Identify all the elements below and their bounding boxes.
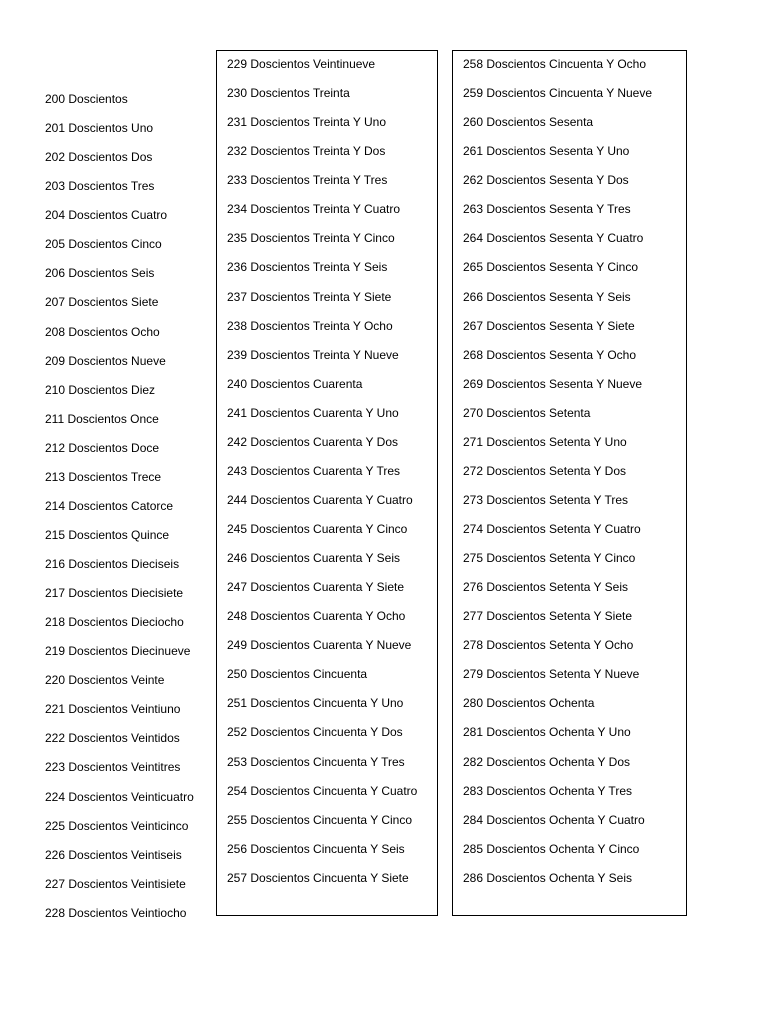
number-word-entry: 284 Doscientos Ochenta Y Cuatro xyxy=(463,812,645,827)
number-word-entry: 223 Doscientos Veintitres xyxy=(45,760,181,775)
number-word-entry: 277 Doscientos Setenta Y Siete xyxy=(463,609,633,624)
number-word-entry: 237 Doscientos Treinta Y Siete xyxy=(227,289,392,304)
number-word-entry: 239 Doscientos Treinta Y Nueve xyxy=(227,347,399,362)
number-word-entry: 270 Doscientos Setenta xyxy=(463,405,591,420)
bordered-box-column-2 xyxy=(216,50,438,916)
number-list-column-2 xyxy=(227,50,417,893)
number-word-entry: 225 Doscientos Veinticinco xyxy=(45,818,189,833)
number-word-entry: 240 Doscientos Cuarenta xyxy=(227,376,363,391)
number-word-entry: 220 Doscientos Veinte xyxy=(45,673,165,688)
number-word-entry: 281 Doscientos Ochenta Y Uno xyxy=(463,725,631,740)
number-word-entry: 282 Doscientos Ochenta Y Dos xyxy=(463,754,630,769)
number-word-entry: 256 Doscientos Cincuenta Y Seis xyxy=(227,841,405,856)
number-word-entry: 272 Doscientos Setenta Y Dos xyxy=(463,463,626,478)
number-word-entry: 266 Doscientos Sesenta Y Seis xyxy=(463,289,631,304)
number-word-entry: 226 Doscientos Veintiseis xyxy=(45,847,182,862)
number-word-entry: 216 Doscientos Dieciseis xyxy=(45,557,180,571)
number-word-entry: 204 Doscientos Cuatro xyxy=(45,208,168,223)
number-word-entry: 251 Doscientos Cincuenta Y Uno xyxy=(227,696,404,711)
number-word-entry: 201 Doscientos Uno xyxy=(45,121,154,136)
number-word-entry: 268 Doscientos Sesenta Y Ocho xyxy=(463,347,637,362)
number-word-entry: 243 Doscientos Cuarenta Y Tres xyxy=(227,463,400,478)
number-word-entry: 205 Doscientos Cinco xyxy=(45,237,162,252)
number-word-entry: 269 Doscientos Sesenta Y Nueve xyxy=(463,376,643,391)
number-word-entry: 200 Doscientos xyxy=(45,92,128,106)
number-word-entry: 249 Doscientos Cuarenta Y Nueve xyxy=(227,638,412,653)
number-word-entry: 219 Doscientos Diecinueve xyxy=(45,644,191,659)
number-word-entry: 203 Doscientos Tres xyxy=(45,179,155,194)
number-word-entry: 274 Doscientos Setenta Y Cuatro xyxy=(463,522,641,536)
number-word-entry: 207 Doscientos Siete xyxy=(45,295,159,310)
number-word-entry: 232 Doscientos Treinta Y Dos xyxy=(227,144,386,159)
number-word-entry: 242 Doscientos Cuarenta Y Dos xyxy=(227,434,398,449)
number-word-entry: 248 Doscientos Cuarenta Y Ocho xyxy=(227,609,406,624)
number-word-entry: 215 Doscientos Quince xyxy=(45,527,170,542)
number-word-entry: 258 Doscientos Cincuenta Y Ocho xyxy=(463,57,647,71)
number-word-entry: 280 Doscientos Ochenta xyxy=(463,696,595,711)
number-word-entry: 263 Doscientos Sesenta Y Tres xyxy=(463,202,631,217)
number-word-entry: 209 Doscientos Nueve xyxy=(45,353,166,368)
number-word-entry: 230 Doscientos Treinta xyxy=(227,86,350,101)
number-word-entry: 234 Doscientos Treinta Y Cuatro xyxy=(227,202,400,217)
number-word-entry: 222 Doscientos Veintidos xyxy=(45,731,180,746)
number-word-entry: 246 Doscientos Cuarenta Y Seis xyxy=(227,551,400,566)
number-word-entry: 286 Doscientos Ochenta Y Seis xyxy=(463,870,632,885)
number-word-entry: 227 Doscientos Veintisiete xyxy=(45,876,186,891)
number-word-entry: 265 Doscientos Sesenta Y Cinco xyxy=(463,260,639,275)
number-word-entry: 244 Doscientos Cuarenta Y Cuatro xyxy=(227,492,413,507)
number-word-entry: 206 Doscientos Seis xyxy=(45,266,155,281)
number-list-column-1 xyxy=(45,85,213,928)
number-word-entry: 262 Doscientos Sesenta Y Dos xyxy=(463,173,629,188)
number-word-entry: 236 Doscientos Treinta Y Seis xyxy=(227,260,388,275)
number-word-entry: 213 Doscientos Trece xyxy=(45,469,162,484)
number-word-entry: 202 Doscientos Dos xyxy=(45,150,153,165)
number-word-entry: 279 Doscientos Setenta Y Nueve xyxy=(463,667,640,682)
number-word-entry: 212 Doscientos Doce xyxy=(45,440,160,455)
number-word-entry: 255 Doscientos Cincuenta Y Cinco xyxy=(227,812,413,827)
number-word-entry: 271 Doscientos Setenta Y Uno xyxy=(463,434,627,449)
number-word-entry: 235 Doscientos Treinta Y Cinco xyxy=(227,231,395,246)
number-word-entry: 245 Doscientos Cuarenta Y Cinco xyxy=(227,522,408,536)
number-word-entry: 276 Doscientos Setenta Y Seis xyxy=(463,580,628,595)
number-word-entry: 267 Doscientos Sesenta Y Siete xyxy=(463,318,635,333)
number-word-entry: 275 Doscientos Setenta Y Cinco xyxy=(463,551,636,566)
number-word-entry: 254 Doscientos Cincuenta Y Cuatro xyxy=(227,783,418,798)
number-word-entry: 208 Doscientos Ocho xyxy=(45,324,160,339)
number-word-entry: 278 Doscientos Setenta Y Ocho xyxy=(463,638,634,653)
number-word-entry: 283 Doscientos Ochenta Y Tres xyxy=(463,783,632,798)
number-word-entry: 250 Doscientos Cincuenta xyxy=(227,667,368,682)
number-word-entry: 229 Doscientos Veintinueve xyxy=(227,57,376,71)
number-word-entry: 211 Doscientos Once xyxy=(45,411,159,426)
number-word-entry: 264 Doscientos Sesenta Y Cuatro xyxy=(463,231,644,246)
number-word-entry: 224 Doscientos Veinticuatro xyxy=(45,789,194,804)
number-word-entry: 285 Doscientos Ochenta Y Cinco xyxy=(463,841,640,856)
number-word-entry: 260 Doscientos Sesenta xyxy=(463,115,594,130)
number-word-entry: 233 Doscientos Treinta Y Tres xyxy=(227,173,388,188)
number-word-entry: 261 Doscientos Sesenta Y Uno xyxy=(463,144,630,159)
number-word-entry: 217 Doscientos Diecisiete xyxy=(45,586,184,601)
number-word-entry: 238 Doscientos Treinta Y Ocho xyxy=(227,318,393,333)
number-word-entry: 231 Doscientos Treinta Y Uno xyxy=(227,115,386,130)
number-word-entry: 247 Doscientos Cuarenta Y Siete xyxy=(227,580,405,595)
number-list-column-3 xyxy=(463,50,652,893)
number-word-entry: 214 Doscientos Catorce xyxy=(45,498,174,513)
number-word-entry: 252 Doscientos Cincuenta Y Dos xyxy=(227,725,403,740)
number-word-entry: 259 Doscientos Cincuenta Y Nueve xyxy=(463,86,653,101)
number-word-entry: 253 Doscientos Cincuenta Y Tres xyxy=(227,754,405,769)
number-word-entry: 218 Doscientos Dieciocho xyxy=(45,615,184,630)
number-word-entry: 210 Doscientos Diez xyxy=(45,382,156,397)
number-word-entry: 273 Doscientos Setenta Y Tres xyxy=(463,492,628,507)
number-word-entry: 228 Doscientos Veintiocho xyxy=(45,905,187,920)
number-word-entry: 221 Doscientos Veintiuno xyxy=(45,702,181,717)
number-word-entry: 241 Doscientos Cuarenta Y Uno xyxy=(227,405,399,420)
bordered-box-column-3 xyxy=(452,50,687,916)
number-word-entry: 257 Doscientos Cincuenta Y Siete xyxy=(227,870,409,885)
